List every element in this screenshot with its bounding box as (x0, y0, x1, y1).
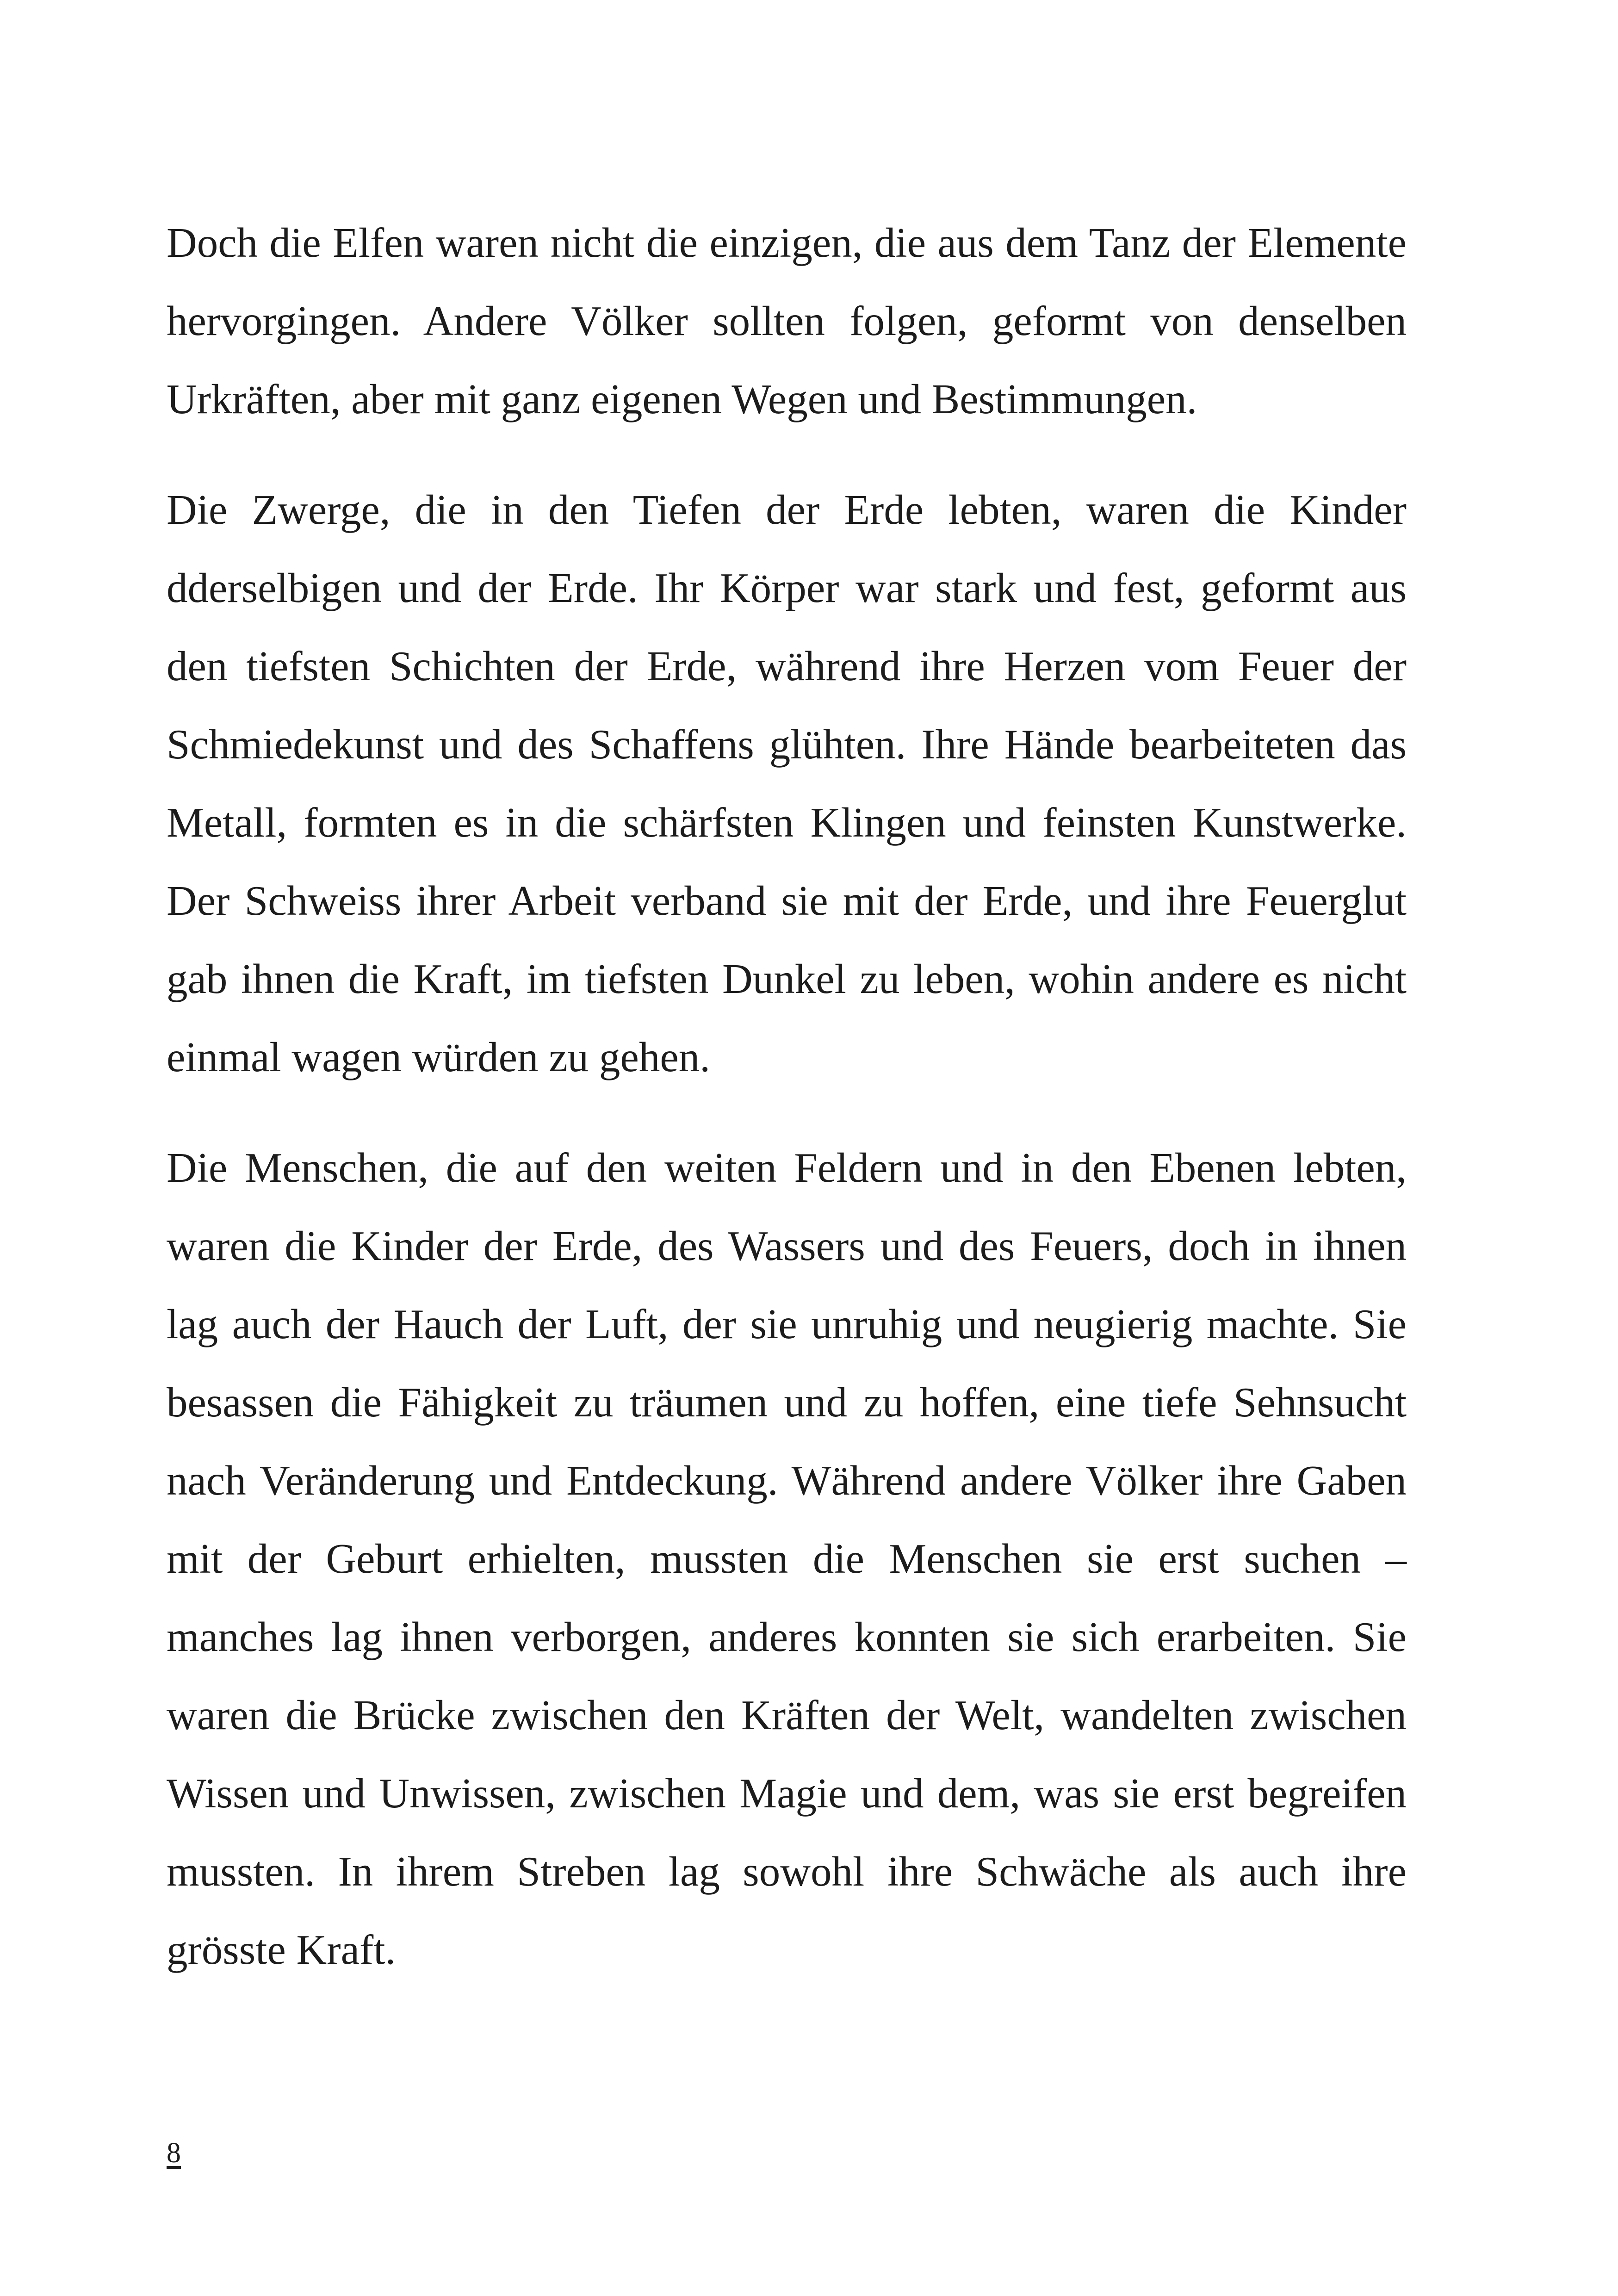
body-text (167, 204, 1407, 1989)
paragraph-3: Die Menschen, die auf den weiten Feldern und in den Ebenen lebten, waren die Kinder der Erde, des Wassers und des Feuers, doch in ihnen lag auch der Hauch der Luft, der sie unruhig und neugierig machte. Sie besassen die Fähigkeit zu träumen und zu hoffen, eine tiefe Sehnsucht nach Veränderung und Entdeckung. Während andere Völker ihre Gaben mit der Geburt erhielten, mussten die Menschen sie erst suchen – manches lag ihnen verborgen, anderes konnten sie sich erarbeiten. Sie waren die Brücke zwischen den Kräften der Welt, wandelten zwischen Wissen und Unwissen, zwischen Magie und dem, was sie erst begreifen mussten. In ihrem Streben lag sowohl ihre Schwäche als auch ihre grösste Kraft. (167, 1144, 1407, 1973)
paragraph-1: Doch die Elfen waren nicht die einzigen, die aus dem Tanz der Elemente hervorgingen. Andere Völker sollten folgen, geformt von denselben Urkräften, aber mit ganz eigenen Wegen und Bestimmungen. (167, 219, 1407, 422)
page-number: 8 (167, 2137, 181, 2169)
paragraph-2: Die Zwerge, die in den Tiefen der Erde lebten, waren die Kinder dderselbigen und der Erde. Ihr Körper war stark und fest, geformt aus den tiefsten Schichten der Erde, während ihre Herzen vom Feuer der Schmiedekunst und des Schaffens glühten. Ihre Hände bearbeiteten das Metall, formten es in die schärfsten Klingen und feinsten Kunstwerke. Der Schweiss ihrer Arbeit verband sie mit der Erde, und ihre Feuerglut gab ihnen die Kraft, im tiefsten Dunkel zu leben, wohin andere es nicht einmal wagen würden zu gehen. (167, 486, 1407, 1080)
